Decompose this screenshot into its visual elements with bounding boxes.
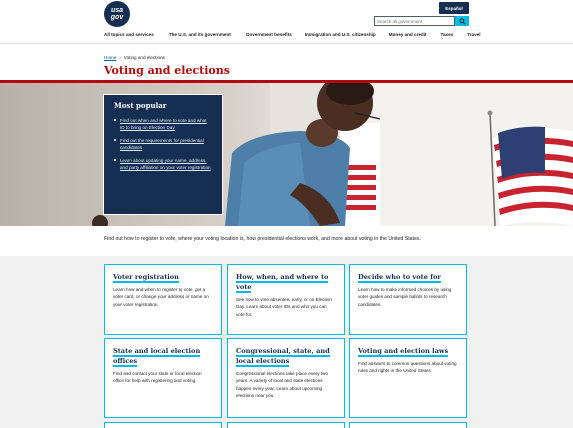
breadcrumb	[104, 55, 165, 60]
card-decide-who[interactable]	[349, 264, 467, 335]
card-title	[236, 346, 336, 366]
card-title-text: How, when, and where to vote	[236, 273, 329, 291]
search-button[interactable]	[455, 16, 469, 26]
breadcrumb-home-link[interactable]: Home	[104, 55, 117, 60]
list-item	[114, 117, 212, 131]
nav-us-government[interactable]: The U.S. and its government	[168, 32, 231, 37]
popular-link-presidential-requirements[interactable]: Find out the requirements for presidential candidates	[120, 138, 204, 150]
popular-link-update-registration[interactable]: Learn about updating your name, address, and party affiliation on your voter registration	[120, 158, 211, 170]
most-popular-heading: Most popular	[114, 101, 167, 110]
nav-money-credit[interactable]: Money and credit	[388, 32, 427, 37]
search-icon	[459, 18, 466, 25]
nav-government-benefits[interactable]: Government benefits	[245, 32, 292, 37]
card-description: See how to vote absentee, early, or on Election Day. Learn about voter IDs and who you can vote for.	[236, 297, 332, 317]
main-nav	[104, 32, 481, 37]
card-title	[358, 272, 458, 282]
search-form	[374, 16, 469, 26]
page-title: Voting and elections	[104, 64, 230, 77]
nav-taxes[interactable]: Taxes	[440, 32, 454, 37]
card-description: Find answers to common questions about voting rules and rights in the United States.	[358, 361, 457, 374]
card-description: Learn how and when to register to vote, get a voter card, or change your address or name on your voter registration.	[113, 287, 209, 307]
card-description: Find and contact your state or local election office for help with registering and voting.	[113, 371, 202, 384]
card-election-laws[interactable]	[349, 338, 467, 418]
card-title	[236, 272, 336, 292]
list-item	[114, 137, 212, 151]
card-partial[interactable]	[104, 422, 222, 428]
card-title-text: Decide who to vote for	[358, 273, 441, 281]
most-popular-box	[103, 94, 223, 215]
search-input[interactable]	[374, 16, 455, 26]
card-title-text: State and local election offices	[113, 347, 201, 365]
most-popular-list	[114, 117, 212, 171]
bullet-icon	[114, 119, 116, 121]
breadcrumb-separator: ›	[119, 55, 121, 60]
breadcrumb-current: Voting and elections	[123, 55, 165, 60]
intro-text: Find out how to register to vote, where your voting location is, how presidential elections work, and more about voting in the United States.	[104, 236, 421, 242]
card-description: Congressional elections take place every two years. A variety of local and state elections happen every year. Learn about upcoming elections near you.	[236, 371, 328, 399]
card-congressional-elections[interactable]	[227, 338, 345, 418]
nav-all-topics[interactable]: All topics and services	[104, 32, 154, 37]
logo-text-usa: usa	[110, 7, 124, 14]
nav-travel[interactable]: Travel	[467, 32, 481, 37]
usagov-logo[interactable]	[104, 1, 130, 27]
card-partial[interactable]	[227, 422, 345, 428]
list-item	[114, 157, 212, 171]
nav-immigration[interactable]: Immigration and U.S. citizenship	[304, 32, 376, 37]
card-partial[interactable]	[349, 422, 467, 428]
bullet-icon	[114, 159, 116, 161]
hero-voter-illustration	[0, 83, 573, 226]
card-title-text: Voter registration	[113, 273, 179, 281]
logo-text-gov: gov	[110, 14, 124, 21]
bullet-icon	[114, 139, 116, 141]
site-header	[0, 0, 573, 44]
card-title-text: Voting and election laws	[358, 347, 449, 355]
card-title	[113, 346, 213, 366]
header-divider	[0, 43, 573, 44]
card-description: Learn how to make informed choices by using voter guides and sample ballots to research candidates.	[358, 287, 452, 307]
card-title-text: Congressional, state, and local elections	[236, 347, 330, 365]
card-title	[113, 272, 213, 282]
card-how-when-where[interactable]	[227, 264, 345, 335]
card-voter-registration[interactable]	[104, 264, 222, 335]
espanol-button[interactable]: Español	[439, 2, 469, 14]
card-title	[358, 346, 458, 356]
hero-image	[0, 83, 573, 226]
popular-link-when-where[interactable]: Find out when and where to vote and what ID to bring on Election Day	[120, 118, 207, 130]
card-state-local-offices[interactable]	[104, 338, 222, 418]
